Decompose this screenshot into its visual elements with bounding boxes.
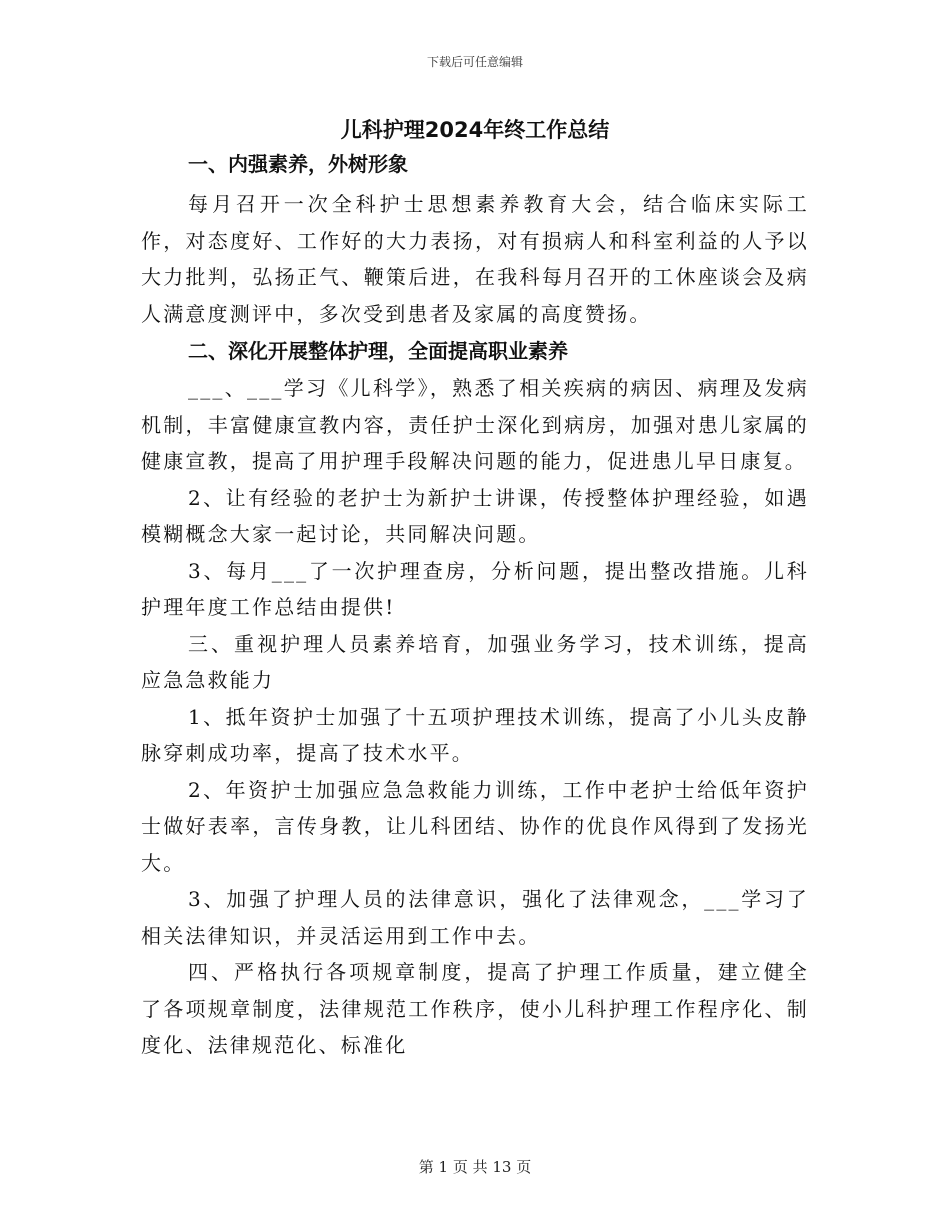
- paragraph: 3、加强了护理人员的法律意识，强化了法律观念，___学习了相关法律知识，并灵活运用到工作中去。: [141, 887, 809, 948]
- paragraph: 3、每月___了一次护理查房，分析问题，提出整改措施。儿科护理年度工作总结由提供!: [141, 558, 809, 619]
- section-heading-3: 三、重视护理人员素养培育，加强业务学习，技术训练，提高应急急救能力: [141, 631, 809, 692]
- section-heading-4: 四、严格执行各项规章制度，提高了护理工作质量，建立健全了各项规章制度，法律规范工作秩序，使小儿科护理工作程序化、制度化、法律规范化、标准化: [141, 960, 809, 1057]
- document-body: [141, 145, 809, 1064]
- document-title: 儿科护理2024年终工作总结: [340, 118, 610, 142]
- section-heading-2: 二、深化开展整体护理，全面提高职业素养: [188, 339, 568, 363]
- paragraph: ___、___学习《儿科学》，熟悉了相关疾病的病因、病理及发病机制，丰富健康宣教内容，责任护士深化到病房，加强对患儿家属的健康宣教，提高了用护理手段解决问题的能力，促进患儿早日康复。: [141, 376, 809, 473]
- page-footer: 第 1 页 共 13 页: [418, 1158, 532, 1176]
- paragraph: 每月召开一次全科护士思想素养教育大会，结合临床实际工作，对态度好、工作好的大力表扬，对有损病人和科室利益的人予以大力批判，弘扬正气、鞭策后进，在我科每月召开的工休座谈会及病人满意度测评中，多次受到患者及家属的高度赞扬。: [141, 192, 809, 326]
- paragraph: 2、让有经验的老护士为新护士讲课，传授整体护理经验，如遇模糊概念大家一起讨论，共同解决问题。: [141, 485, 809, 546]
- header-note: 下载后可任意编辑: [426, 55, 523, 69]
- section-heading-1: 一、内强素养，外树形象: [188, 152, 408, 176]
- paragraph: 1、抵年资护士加强了十五项护理技术训练，提高了小儿头皮静脉穿刺成功率，提高了技术水平。: [141, 704, 809, 765]
- paragraph: 2、年资护士加强应急急救能力训练，工作中老护士给低年资护士做好表率，言传身教，让儿科团结、协作的优良作风得到了发扬光大。: [141, 777, 809, 875]
